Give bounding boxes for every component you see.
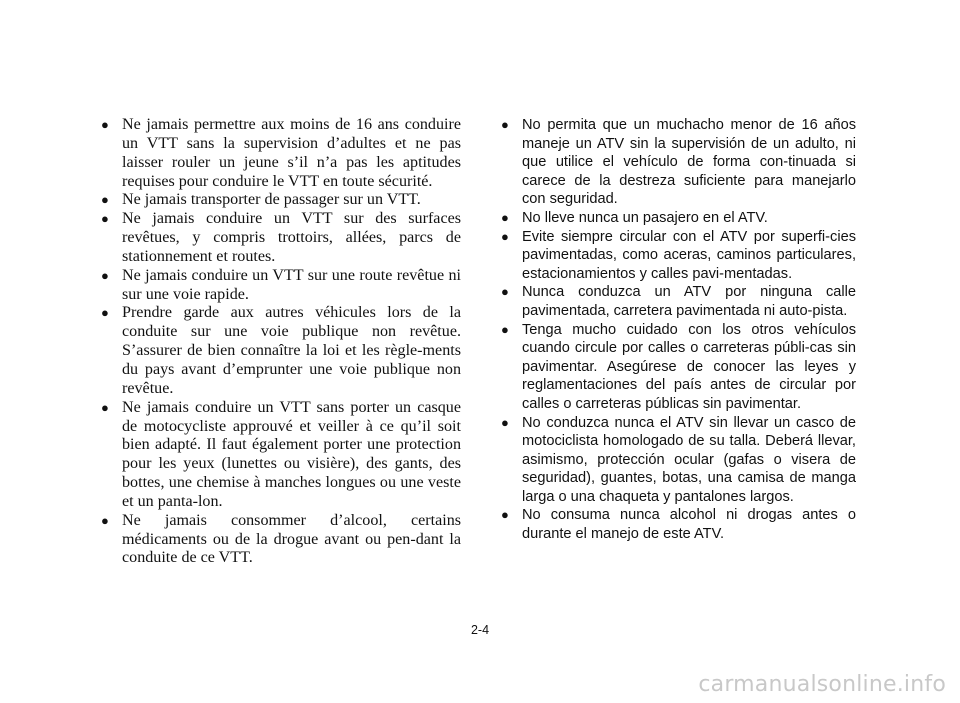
bullet-icon: ● bbox=[501, 507, 509, 523]
bullet-icon: ● bbox=[501, 284, 509, 300]
list-item bbox=[96, 399, 461, 512]
bullet-icon: ● bbox=[101, 192, 109, 208]
list-item bbox=[96, 304, 461, 398]
list-item-text: No permita que un muchacho menor de 16 años maneje un ATV sin la supervisión de un adulto, ni que utilice el vehículo de forma con-tinuada si carece de la destreza suficiente para manejarlo con seguridad. bbox=[522, 117, 856, 208]
spanish-safety-list bbox=[496, 116, 856, 544]
list-item bbox=[496, 283, 856, 320]
list-item bbox=[496, 414, 856, 507]
list-item-text: Ne jamais transporter de passager sur un VTT. bbox=[122, 191, 421, 209]
list-item bbox=[496, 228, 856, 284]
bullet-icon: ● bbox=[101, 512, 109, 528]
french-safety-list bbox=[96, 116, 461, 568]
list-item-text: Evite siempre circular con el ATV por superfi-cies pavimentadas, como aceras, caminos particulares, estacionamientos y calles pavi-mentadas. bbox=[522, 228, 856, 282]
bullet-icon: ● bbox=[501, 414, 509, 430]
bullet-icon: ● bbox=[101, 117, 109, 132]
bullet-icon: ● bbox=[101, 305, 109, 321]
list-item bbox=[496, 116, 856, 209]
bullet-icon: ● bbox=[501, 117, 509, 132]
list-item bbox=[96, 116, 461, 191]
page-number: 2-4 bbox=[470, 623, 490, 637]
bullet-icon: ● bbox=[101, 211, 109, 227]
list-item-text: Ne jamais conduire un VTT sur une route revêtue ni sur une voie rapide. bbox=[122, 266, 461, 303]
list-item bbox=[96, 210, 461, 267]
list-item-text: Nunca conduzca un ATV por ninguna calle pavimentada, carretera pavimentada ni auto-pista. bbox=[522, 284, 856, 319]
list-item bbox=[496, 209, 856, 228]
list-item bbox=[96, 191, 461, 210]
bullet-icon: ● bbox=[101, 399, 109, 415]
bullet-icon: ● bbox=[501, 321, 509, 337]
list-item-text: Ne jamais consommer d’alcool, certains médicaments ou de la drogue avant ou pen-dant la conduite de ce VTT. bbox=[122, 511, 461, 567]
list-item-text: Ne jamais permettre aux moins de 16 ans conduire un VTT sans la supervision d’adultes et ne pas laisser rouler un jeune s’il n’a pas les aptitudes requises pour conduire le VTT en toute sécurité. bbox=[122, 116, 461, 190]
list-item-text: Prendre garde aux autres véhicules lors de la conduite sur une voie publique non revêtue. S’assurer de bien connaître la loi et les règle-ments du pays avant d’emprunter une voie publique non revêtue. bbox=[122, 304, 461, 397]
list-item bbox=[96, 267, 461, 305]
list-item-text: Ne jamais conduire un VTT sans porter un casque de motocycliste approuvé et veiller à ce qu’il soit bien adapté. Il faut également porter une protection pour les yeux (lunettes ou visière), des gants, des bottes, une chemise à manches longues ou une veste et un panta-lon. bbox=[122, 398, 461, 510]
watermark: carmanualsonline.info bbox=[698, 672, 946, 697]
list-item bbox=[96, 512, 461, 569]
list-item-text: Tenga mucho cuidado con los otros vehículos cuando circule por calles o carreteras públi-cas sin pavimentar. Asegúrese de conocer las leyes y reglamentaciones del país antes de circular por calles o carreteras públicas sin pavimentar. bbox=[522, 321, 856, 412]
list-item-text: No consuma nunca alcohol ni drogas antes o durante el manejo de este ATV. bbox=[522, 507, 856, 543]
list-item-text: No lleve nunca un pasajero en el ATV. bbox=[522, 209, 768, 226]
list-item-text: No conduzca nunca el ATV sin llevar un casco de motociclista homologado de su talla. Deberá llevar, asimismo, protección ocular (gafas o visera de seguridad), guantes, botas, una camisa de manga larga o una chaqueta y pantalones largos. bbox=[522, 414, 856, 505]
bullet-icon: ● bbox=[101, 267, 109, 283]
list-item bbox=[496, 506, 856, 543]
bullet-icon: ● bbox=[501, 209, 509, 225]
bullet-icon: ● bbox=[501, 228, 509, 244]
list-item-text: Ne jamais conduire un VTT sur des surfaces revêtues, y compris trottoirs, allées, parcs de stationnement et routes. bbox=[122, 210, 461, 265]
list-item bbox=[496, 321, 856, 414]
